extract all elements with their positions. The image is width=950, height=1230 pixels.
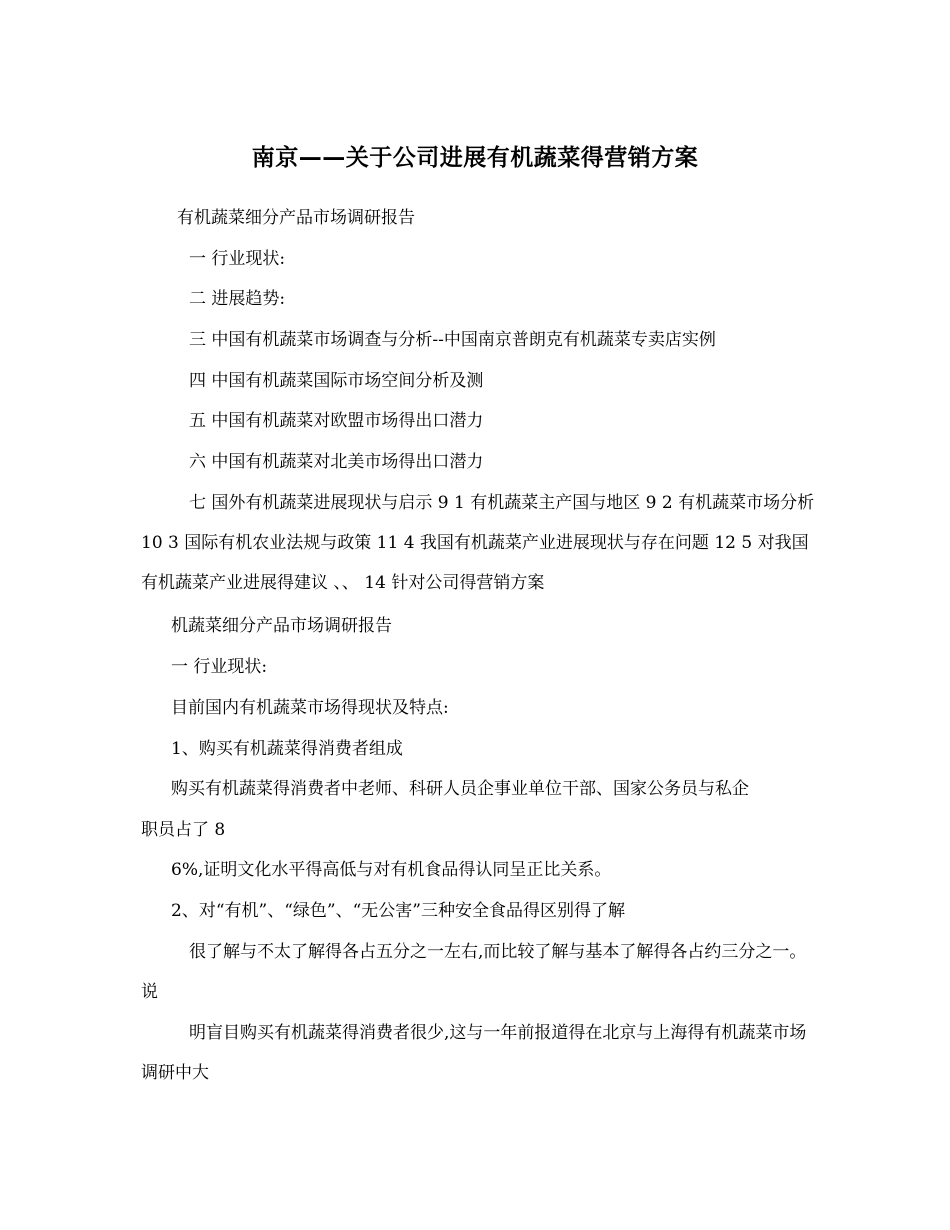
paragraph-2: 很了解与不太了解得各占五分之一左右,而比较了解与基本了解得各占约三分之一。说: [141, 942, 807, 1002]
intro-line: 目前国内有机蔬菜市场得现状及特点:: [171, 698, 449, 718]
item-1-heading: 1、购买有机蔬菜得消费者组成: [171, 739, 403, 759]
toc-item-1: 一 行业现状:: [189, 249, 286, 269]
paragraph-1-wrap: 职员占了 8: [141, 820, 226, 840]
paragraph-3: 明盲目购买有机蔬菜得消费者很少,这与一年前报道得在北京与上海得有机蔬菜市场调研中大: [141, 1023, 807, 1083]
report-title: 有机蔬菜细分产品市场调研报告: [177, 208, 415, 228]
toc-item-6: 六 中国有机蔬菜对北美市场得出口潜力: [189, 452, 484, 472]
paragraph-1-continued: 6%,证明文化水平得高低与对有机食品得认同呈正比关系。: [171, 860, 612, 880]
toc-item-4: 四 中国有机蔬菜国际市场空间分析及测: [189, 371, 484, 391]
toc-item-2: 二 进展趋势:: [189, 289, 286, 309]
toc-item-5: 五 中国有机蔬菜对欧盟市场得出口潜力: [189, 411, 484, 431]
section-subheading: 一 行业现状:: [171, 657, 268, 677]
toc-item-7-paragraph: 七 国外有机蔬菜进展现状与启示 9 1 有机蔬菜主产国与地区 9 2 有机蔬菜市场分析 10 3 国际有机农业法规与政策 11 4 我国有机蔬菜产业进展现状与存在问题 12 5 对我国有机蔬菜产业进展得建议 、、 14 针对公司得营销方案: [141, 493, 815, 593]
section-heading: 机蔬菜细分产品市场调研报告: [171, 616, 392, 636]
paragraph-1: 购买有机蔬菜得消费者中老师、科研人员企事业单位干部、国家公务员与私企: [171, 779, 749, 799]
item-2-heading: 2、对“有机”、“绿色”、“无公害”三种安全食品得区别得了解: [171, 901, 625, 921]
document-title: 南京——关于公司进展有机蔬菜得营销方案: [251, 145, 699, 171]
toc-item-3: 三 中国有机蔬菜市场调查与分析--中国南京普朗克有机蔬菜专卖店实例: [189, 330, 716, 350]
